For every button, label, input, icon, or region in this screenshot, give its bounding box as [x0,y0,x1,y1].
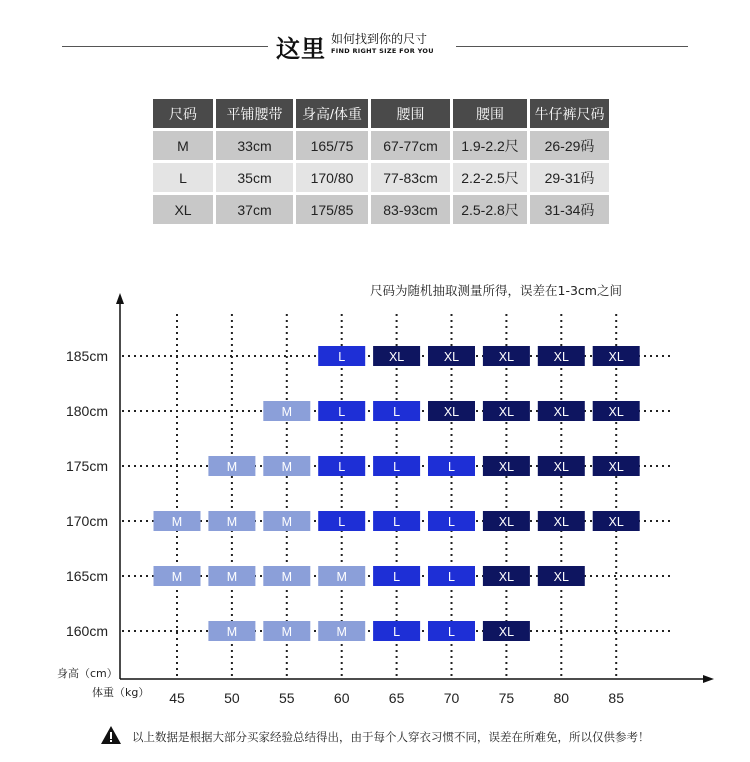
table-cell: XL [153,195,213,224]
size-cell-label: XL [608,350,624,364]
size-cell-label: XL [443,405,460,419]
table-cell: 26-29码 [530,131,609,160]
size-cell-label: L [448,625,455,639]
size-cell-label: M [226,625,238,639]
x-tick-label: 85 [608,690,624,706]
size-cell-label: XL [498,460,515,474]
table-cell: L [153,163,213,192]
size-cell-label: XL [498,515,515,529]
table-cell: 37cm [216,195,293,224]
size-cell-label: L [338,350,346,364]
header-title: 这里 [276,35,326,63]
size-cell-label: M [281,460,293,474]
table-cell: 165/75 [296,131,368,160]
table-cell: 170/80 [296,163,368,192]
size-cell-label: XL [388,350,405,364]
x-tick-label: 75 [498,690,515,706]
header-subtitle: 如何找到你的尺寸 [331,32,428,46]
size-cell-label: M [226,515,238,529]
table-cell: 1.9-2.2尺 [453,131,527,160]
size-cell-label: XL [608,515,624,529]
size-cell-label: XL [608,405,624,419]
size-cell-label: M [281,405,293,419]
size-cell-label: L [448,515,455,529]
size-cell-label: L [393,405,401,419]
table-cell: 29-31码 [530,163,609,192]
col-header-belt: 平铺腰带 [216,99,293,128]
size-cell-label: M [171,515,183,529]
size-cell-label: M [226,460,238,474]
size-cell-label: XL [498,405,515,419]
size-cell-label: XL [498,625,515,639]
table-cell: 35cm [216,163,293,192]
x-tick-label: 80 [553,690,570,706]
size-cell-label: XL [608,460,624,474]
size-cell-label: L [393,570,401,584]
size-cell-label: L [338,460,346,474]
header-english: FIND RIGHT SIZE FOR YOU [331,47,434,55]
size-cell-label: L [448,460,455,474]
y-axis-title: 身高（cm） [57,667,118,680]
y-tick-label: 185cm [65,348,108,364]
col-header-waist-cm: 腰围 [371,99,450,128]
size-cell-label: XL [498,570,515,584]
x-tick-label: 60 [333,690,350,706]
x-tick-label: 55 [279,690,295,706]
size-cell-label: M [281,570,293,584]
y-tick-label: 160cm [65,623,108,639]
table-cell: 67-77cm [371,131,450,160]
size-cell-label: L [338,405,346,419]
size-cell-label: M [226,570,238,584]
size-cell-label: M [171,570,183,584]
table-cell: 77-83cm [371,163,450,192]
table-cell: 2.5-2.8尺 [453,195,527,224]
x-tick-label: 65 [388,690,405,706]
size-cell-label: XL [498,350,515,364]
table-cell: M [153,131,213,160]
size-cell-label: L [393,515,401,529]
col-header-waist-chi: 腰围 [453,99,527,128]
size-cell-label: XL [553,405,569,419]
footer-disclaimer [100,725,650,748]
measurement-note: 尺码为随机抽取测量所得，误差在1-3cm之间 [370,283,622,298]
col-header-size: 尺码 [153,99,213,128]
size-cell-label: XL [553,350,569,364]
size-cell-label: L [393,460,401,474]
size-cell-label: L [338,515,346,529]
size-cell-label: M [281,625,293,639]
y-tick-label: 175cm [65,458,108,474]
x-axis-title: 体重（kg） [92,686,150,699]
x-tick-label: 45 [169,690,185,706]
y-axis-arrow [116,293,124,304]
y-tick-label: 180cm [65,403,108,419]
size-cell-label: L [448,570,455,584]
y-tick-label: 170cm [65,513,108,529]
size-cell-label: M [281,515,293,529]
size-cell-label: XL [553,570,569,584]
x-axis-arrow [703,675,714,683]
footer-text: 以上数据是根据大部分买家经验总结得出，由于每个人穿衣习惯不同，误差在所难免，所以仅供参考！ [132,729,650,744]
size-cell-label: XL [553,460,569,474]
size-cell-label: L [393,625,401,639]
size-cell-label: XL [553,515,569,529]
col-header-jeans: 牛仔裤尺码 [530,99,609,128]
table-cell: 31-34码 [530,195,609,224]
table-cell: 175/85 [296,195,368,224]
y-tick-label: 165cm [65,568,108,584]
x-tick-label: 70 [443,690,460,706]
x-tick-label: 50 [224,690,240,706]
size-cell-label: XL [443,350,460,364]
table-cell: 2.2-2.5尺 [453,163,527,192]
size-cell-label: M [336,625,347,639]
warning-icon [100,725,122,748]
table-cell: 33cm [216,131,293,160]
col-header-height-weight: 身高/体重 [296,99,368,128]
size-cell-label: M [336,570,347,584]
table-cell: 83-93cm [371,195,450,224]
